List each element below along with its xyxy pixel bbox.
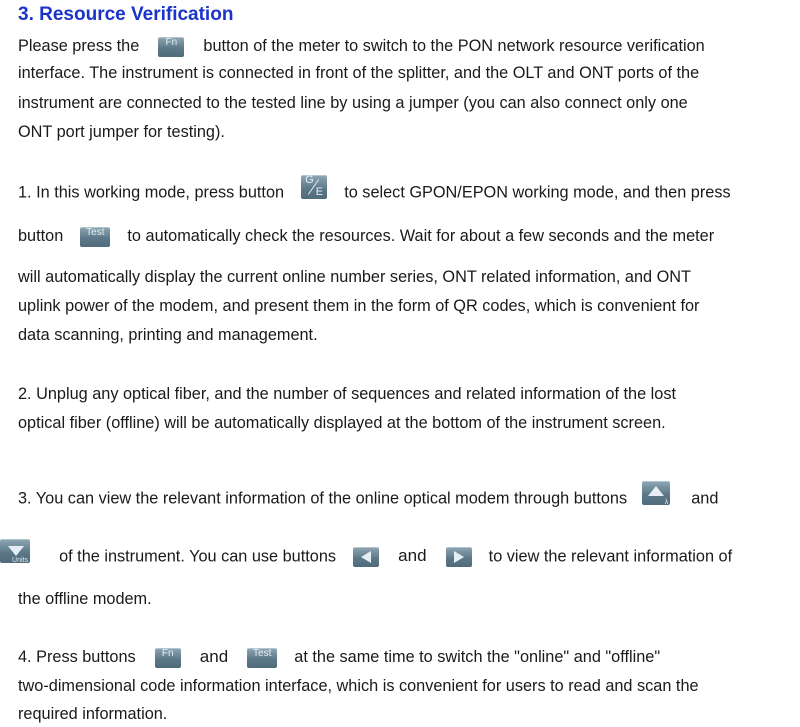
test-key-icon-2: Test <box>247 648 277 668</box>
step3-text-d: to view the relevant information of <box>488 547 733 566</box>
intro-line-4: ONT port jumper for testing). <box>18 123 225 141</box>
step1-line-2 <box>18 225 714 247</box>
step4-text-b: at the same time to switch the "online" and "offline" <box>294 648 661 666</box>
step3-line-3: the offline modem. <box>18 590 152 608</box>
intro-line-3: instrument are connected to the tested line by using a jumper (you can also connect only one <box>18 94 688 112</box>
step1-line-3: will automatically display the current online number series, ONT related information, and ONT <box>18 268 691 286</box>
step4-line-2: two-dimensional code information interface, which is convenient for users to read and scan the <box>18 677 699 695</box>
step4-text-a: 4. Press buttons <box>18 648 136 666</box>
step3-and: and <box>398 546 427 566</box>
step2-line-2: optical fiber (offline) will be automatically displayed at the bottom of the instrument screen. <box>18 414 666 432</box>
intro-text-a: Please press the <box>18 37 140 55</box>
step1-text-b: to select GPON/EPON working mode, and then press <box>344 183 731 202</box>
up-arrow-key-icon: λ <box>642 481 670 505</box>
intro-line-1 <box>18 35 705 57</box>
left-arrow-key-icon <box>353 547 379 567</box>
step1-text-a: 1. In this working mode, press button <box>18 183 285 202</box>
fn-key-icon-2: Fn <box>155 648 181 668</box>
step4-line-1 <box>18 646 660 668</box>
step1-line-5: data scanning, printing and management. <box>18 326 318 344</box>
fn-key-icon: Fn <box>158 37 184 57</box>
down-arrow-key-icon: Units <box>0 539 30 563</box>
step3-text-c: of the instrument. You can use buttons <box>59 547 337 566</box>
section-heading: 3. Resource Verification <box>18 4 234 25</box>
test-key-icon: Test <box>80 227 110 247</box>
step3-line-1 <box>18 487 718 511</box>
intro-line-2: interface. The instrument is connected in front of the splitter, and the OLT and ONT ports of the <box>18 64 700 82</box>
step1-text-d: to automatically check the resources. Wait for about a few seconds and the meter <box>127 227 715 245</box>
step1-text-c: button <box>18 227 64 245</box>
step2-line-1: 2. Unplug any optical fiber, and the number of sequences and related information of the lost <box>18 385 676 403</box>
step3-text-a: 3. You can view the relevant information of the online optical modem through buttons <box>18 489 628 508</box>
right-arrow-key-icon <box>446 547 472 567</box>
step1-line-1 <box>18 174 731 205</box>
intro-text-b: button of the meter to switch to the PON network resource verification <box>203 37 705 55</box>
step3-text-b: and <box>691 489 719 508</box>
step4-and: and <box>199 647 229 666</box>
step1-line-4: uplink power of the modem, and present them in the form of QR codes, which is convenient for <box>18 297 700 315</box>
step3-line-2 <box>12 545 733 569</box>
step4-line-3: required information. <box>18 705 168 723</box>
ge-key-icon: G E <box>301 175 327 199</box>
